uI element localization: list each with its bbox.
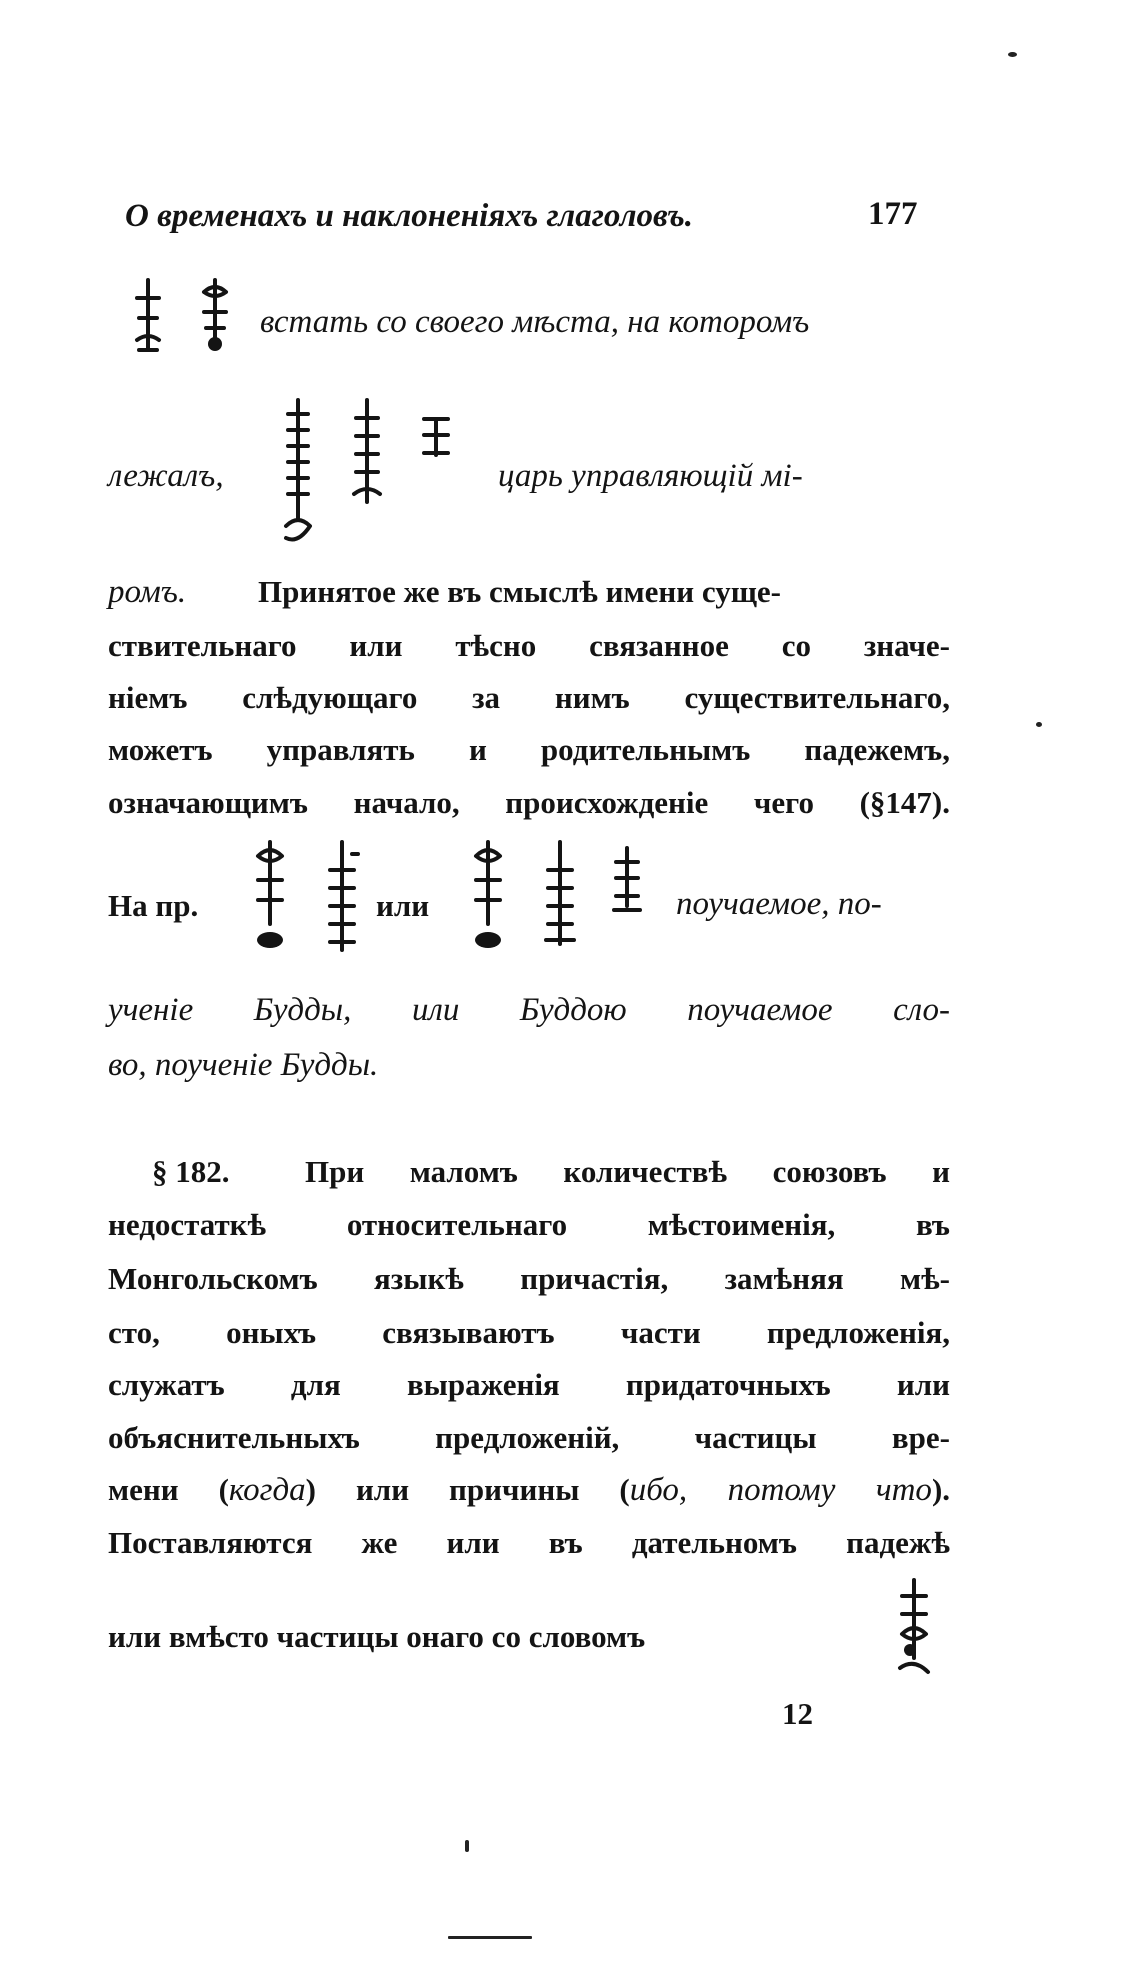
page-number: 177: [868, 196, 918, 232]
text-line: можетъ управлять и родительнымъ падежемъ,: [108, 732, 950, 767]
mongolian-script-word: [283, 398, 313, 546]
ink-speck: [1036, 722, 1042, 727]
running-title: О временахъ и наклоненіяхъ глаголовъ.: [125, 198, 693, 234]
mongolian-script-word: [418, 415, 454, 459]
mongolian-script-word: [470, 840, 506, 950]
signature-mark: 12: [782, 1696, 813, 1731]
text-line: лежалъ,: [108, 458, 224, 494]
mongolian-script-word: [133, 278, 163, 358]
text-line: сто, оныхъ связываютъ части предложенія,: [108, 1315, 950, 1350]
mongolian-script-word: [322, 840, 362, 960]
text-line: На пр.: [108, 888, 199, 923]
text-line: ученіе Будды, или Буддою поучаемое сло-: [108, 992, 950, 1028]
ink-speck: [1008, 52, 1017, 57]
mongolian-script-word: [350, 398, 384, 510]
ink-speck: [465, 1840, 469, 1852]
text-line: во, поученіе Будды.: [108, 1047, 379, 1083]
text-line: ствительнаго или тѣсно связанное со значе-: [108, 628, 950, 663]
text-line: Поставляются же или въ дательномъ падежѣ: [108, 1525, 950, 1560]
text-line: ромъ.: [108, 574, 187, 610]
mongolian-script-word: [540, 840, 580, 950]
text-line: встать со своего мѣста, на которомъ: [260, 304, 810, 340]
text-line: При маломъ количествѣ союзовъ и: [305, 1154, 950, 1189]
text-line: объяснительныхъ предложеній, частицы вре-: [108, 1420, 950, 1455]
text-run-italic: ибо, потому что: [629, 1472, 932, 1508]
text-line: означающимъ начало, происхожденіе чего (§147).: [108, 785, 950, 820]
text-line: [108, 1474, 950, 1507]
text-line: служатъ для выраженія придаточныхъ или: [108, 1367, 950, 1402]
text-run-italic: когда: [228, 1472, 306, 1508]
text-run: мени (: [108, 1472, 229, 1507]
text-run: ) или причины (: [305, 1472, 630, 1507]
mongolian-script-word: [610, 846, 644, 916]
mongolian-script-word: [198, 278, 232, 356]
text-line: царь управляющій мі-: [498, 458, 803, 494]
mongolian-script-word: [252, 840, 288, 950]
text-line: недостаткѣ относительнаго мѣстоименія, въ: [108, 1207, 950, 1242]
text-run: ).: [931, 1472, 951, 1507]
text-line: поучаемое, по-: [676, 886, 882, 922]
section-mark: § 182.: [152, 1154, 230, 1189]
text-line: или вмѣсто частицы онаго со словомъ: [108, 1619, 646, 1654]
ink-speck: [448, 1936, 532, 1939]
mongolian-script-word: [896, 1578, 932, 1688]
text-line: Монгольскомъ языкѣ причастія, замѣняя мѣ-: [108, 1261, 950, 1296]
text-line: ніемъ слѣдующаго за нимъ существительнаго,: [108, 680, 950, 715]
text-line: Принятое же въ смыслѣ имени суще-: [258, 574, 781, 609]
text-line: или: [376, 888, 430, 923]
